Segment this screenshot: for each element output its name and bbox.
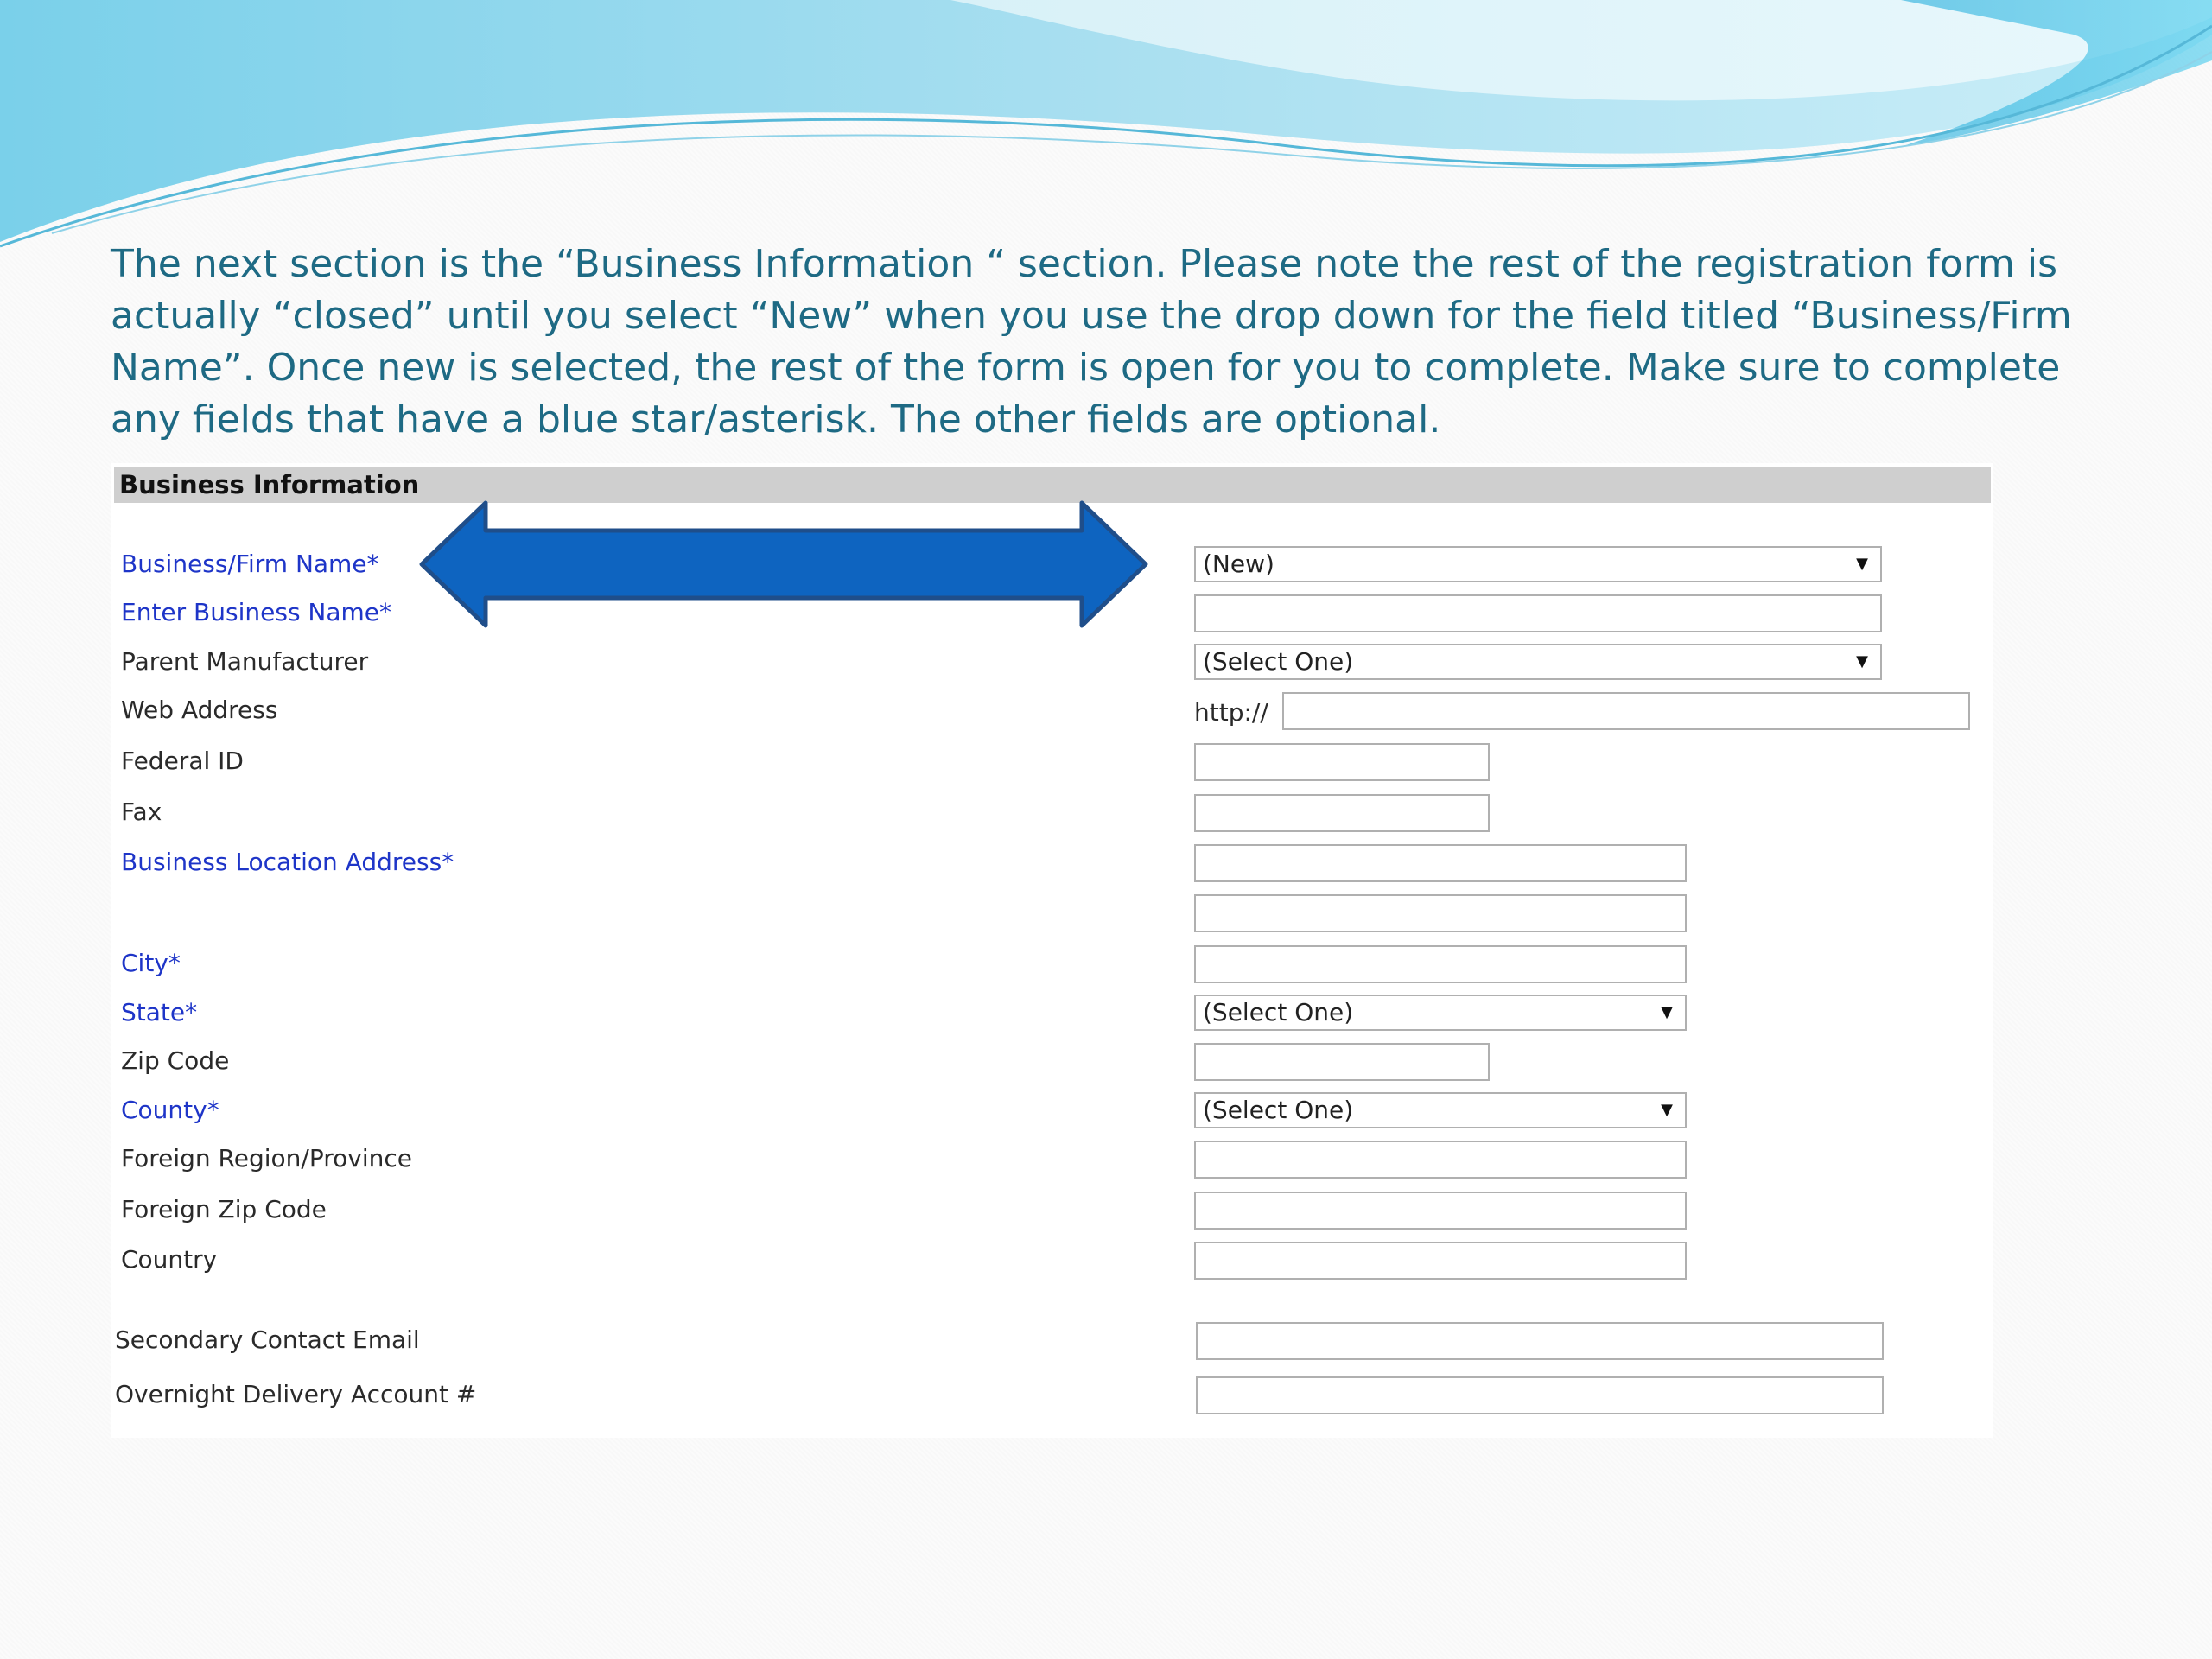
- instruction-text: The next section is the “Business Information “ section. Please note the rest of the registration form is actually “closed” until you select “New” when you use the drop down for the field titled “Business/Firm Name”. Once new is selected, the rest of the form is open for you to complete. Make sure to complete any fields that have a blue star/asterisk. The other fields are optional.: [111, 242, 2072, 442]
- double-headed-arrow-icon: [418, 499, 1149, 629]
- county-select[interactable]: [1194, 1092, 1687, 1128]
- enter-business-name-input[interactable]: [1194, 594, 1882, 632]
- label-business-location-address: Business Location Address*: [121, 848, 454, 876]
- label-web-address: Web Address: [121, 696, 278, 724]
- label-fax: Fax: [121, 798, 162, 826]
- county-value: (Select One): [1203, 1096, 1354, 1124]
- federal-id-input[interactable]: [1194, 743, 1490, 781]
- business-address-line1-input[interactable]: [1194, 844, 1687, 882]
- section-header: Business Information: [114, 467, 1991, 503]
- overnight-delivery-account-input[interactable]: [1196, 1376, 1884, 1414]
- label-foreign-zip-code: Foreign Zip Code: [121, 1195, 327, 1224]
- web-address-input[interactable]: [1282, 692, 1970, 730]
- state-value: (Select One): [1203, 998, 1354, 1027]
- fax-input[interactable]: [1194, 794, 1490, 832]
- label-enter-business-name: Enter Business Name*: [121, 598, 392, 626]
- business-firm-name-select[interactable]: [1194, 546, 1882, 582]
- label-state: State*: [121, 998, 198, 1027]
- label-federal-id: Federal ID: [121, 747, 244, 775]
- label-zip-code: Zip Code: [121, 1046, 230, 1075]
- state-select[interactable]: [1194, 995, 1687, 1031]
- dropdown-caret-icon: ▼: [1661, 1003, 1673, 1021]
- secondary-contact-email-input[interactable]: [1196, 1322, 1884, 1360]
- label-county: County*: [121, 1096, 219, 1124]
- city-input[interactable]: [1194, 945, 1687, 983]
- dropdown-caret-icon: ▼: [1661, 1101, 1673, 1119]
- dropdown-caret-icon: ▼: [1856, 652, 1868, 671]
- zip-code-input[interactable]: [1194, 1043, 1490, 1081]
- label-foreign-region: Foreign Region/Province: [121, 1144, 412, 1173]
- label-secondary-contact-email: Secondary Contact Email: [115, 1325, 420, 1354]
- label-country: Country: [121, 1245, 218, 1274]
- dropdown-caret-icon: ▼: [1856, 555, 1868, 573]
- label-city: City*: [121, 949, 181, 977]
- business-firm-name-value: (New): [1203, 550, 1274, 578]
- web-address-prefix: http://: [1194, 698, 1268, 727]
- parent-manufacturer-select[interactable]: [1194, 644, 1882, 680]
- foreign-region-input[interactable]: [1194, 1141, 1687, 1179]
- label-parent-manufacturer: Parent Manufacturer: [121, 647, 369, 676]
- decorative-wave-header: [0, 0, 2212, 259]
- label-overnight-delivery-account: Overnight Delivery Account #: [115, 1380, 477, 1408]
- country-input[interactable]: [1194, 1242, 1687, 1280]
- label-business-firm-name: Business/Firm Name*: [121, 550, 379, 578]
- parent-manufacturer-value: (Select One): [1203, 647, 1354, 676]
- business-address-line2-input[interactable]: [1194, 894, 1687, 932]
- foreign-zip-code-input[interactable]: [1194, 1192, 1687, 1230]
